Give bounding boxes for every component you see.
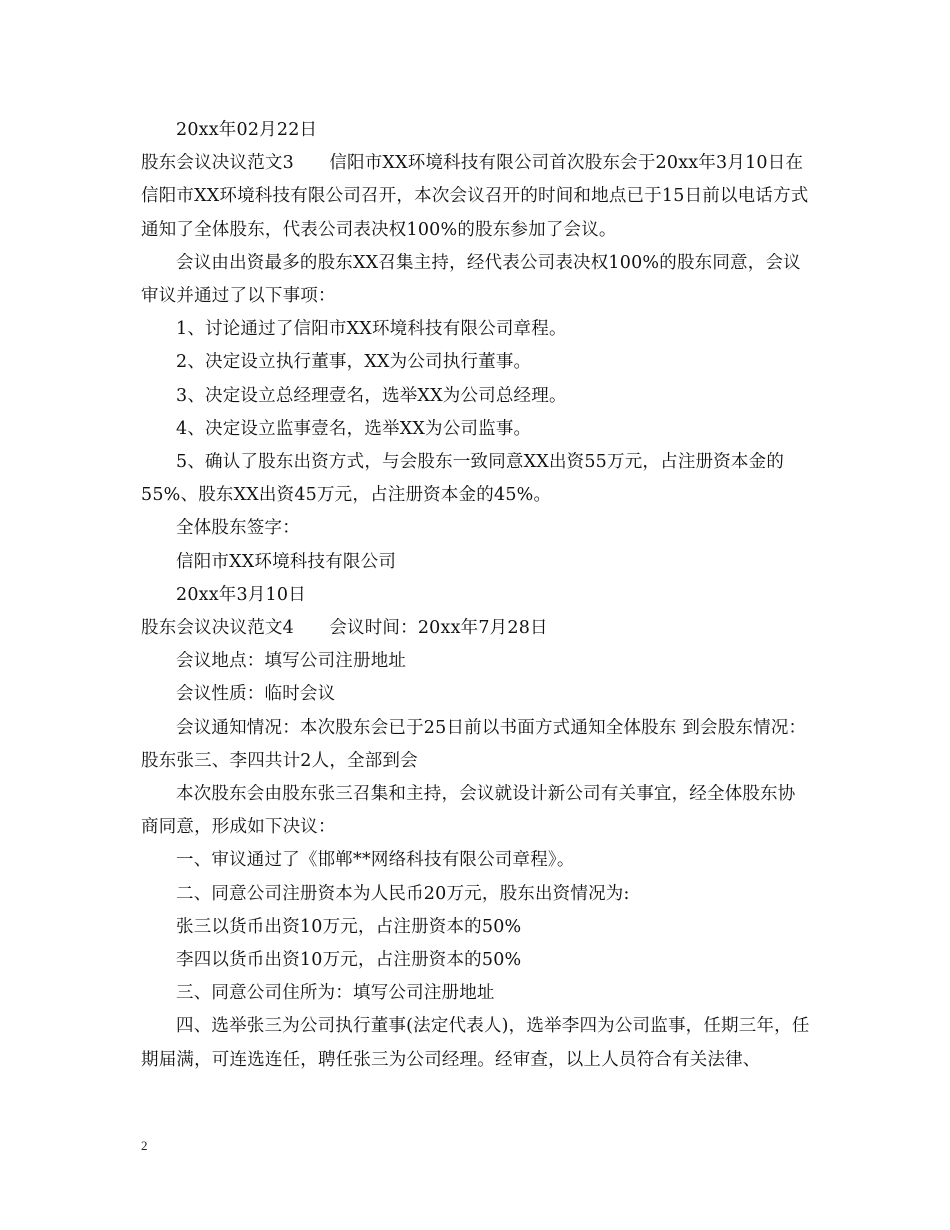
paragraph-meeting-nature: 会议性质：临时会议 (176, 684, 336, 705)
paragraph-item-5: 5、确认了股东出资方式，与会股东一致同意XX出资55万元，占注册资本金的55%、股东XX出资45万元，占注册资本金的45%。 (141, 452, 785, 506)
paragraph-item-1: 1、讨论通过了信阳市XX环境科技有限公司章程。 (176, 319, 567, 340)
paragraph-resolution-intro: 本次股东会由股东张三召集和主持，会议就设计新公司有关事宜，经全体股东协商同意，形成如下决议： (141, 784, 796, 838)
paragraph-resolution-3: 三、同意公司住所为：填写公司注册地址 (176, 983, 495, 1004)
paragraph-date-2: 20xx年3月10日 (176, 584, 306, 605)
paragraph-resolution-1: 一、审议通过了《邯郸**网络科技有限公司章程》。 (176, 850, 575, 871)
paragraph-item-4: 4、决定设立监事壹名，选举XX为公司监事。 (176, 418, 532, 439)
paragraph-meeting-location: 会议地点：填写公司注册地址 (176, 651, 407, 672)
paragraph-company-name: 信阳市XX环境科技有限公司 (176, 551, 397, 572)
paragraph-item-3: 3、决定设立总经理壹名，选举XX为公司总经理。 (176, 385, 567, 406)
page-number: 2 (141, 1138, 148, 1153)
paragraph-item-2: 2、决定设立执行董事，XX为公司执行董事。 (176, 352, 532, 373)
paragraph-resolution-4: 四、选举张三为公司执行董事(法定代表人)，选举李四为公司监事，任期三年，任期届满，可连选连任，聘任张三为公司经理。经审查，以上人员符合有关法律、 (141, 1016, 810, 1070)
paragraph-sample-3-intro: 股东会议决议范文3 信阳市XX环境科技有限公司首次股东会于20xx年3月10日在信阳市XX环境科技有限公司召开，本次会议召开的时间和地点已于15日前以电话方式通知了全体股东，代表公司表决权100%的股东参加了会议。 (141, 153, 809, 240)
paragraph-meeting-host: 会议由出资最多的股东XX召集主持，经代表公司表决权100%的股东同意，会议审议并通过了以下事项： (141, 252, 801, 307)
document-body (141, 114, 813, 1077)
paragraph-date-1: 20xx年02月22日 (176, 120, 318, 140)
paragraph-resolution-2: 二、同意公司注册资本为人民币20万元，股东出资情况为: (176, 883, 630, 904)
paragraph-sample-4-intro: 股东会议决议范文4 会议时间：20xx年7月28日 (141, 618, 548, 639)
paragraph-notice-status: 会议通知情况：本次股东会已于25日前以书面方式通知全体股东 到会股东情况：股东张三、李四共计2人，全部到会 (141, 717, 807, 771)
paragraph-signature-label: 全体股东签字： (176, 518, 300, 539)
paragraph-contribution-zhangsan: 张三以货币出资10万元，占注册资本的50% (176, 916, 522, 937)
paragraph-contribution-lisi: 李四以货币出资10万元，占注册资本的50% (176, 950, 522, 971)
